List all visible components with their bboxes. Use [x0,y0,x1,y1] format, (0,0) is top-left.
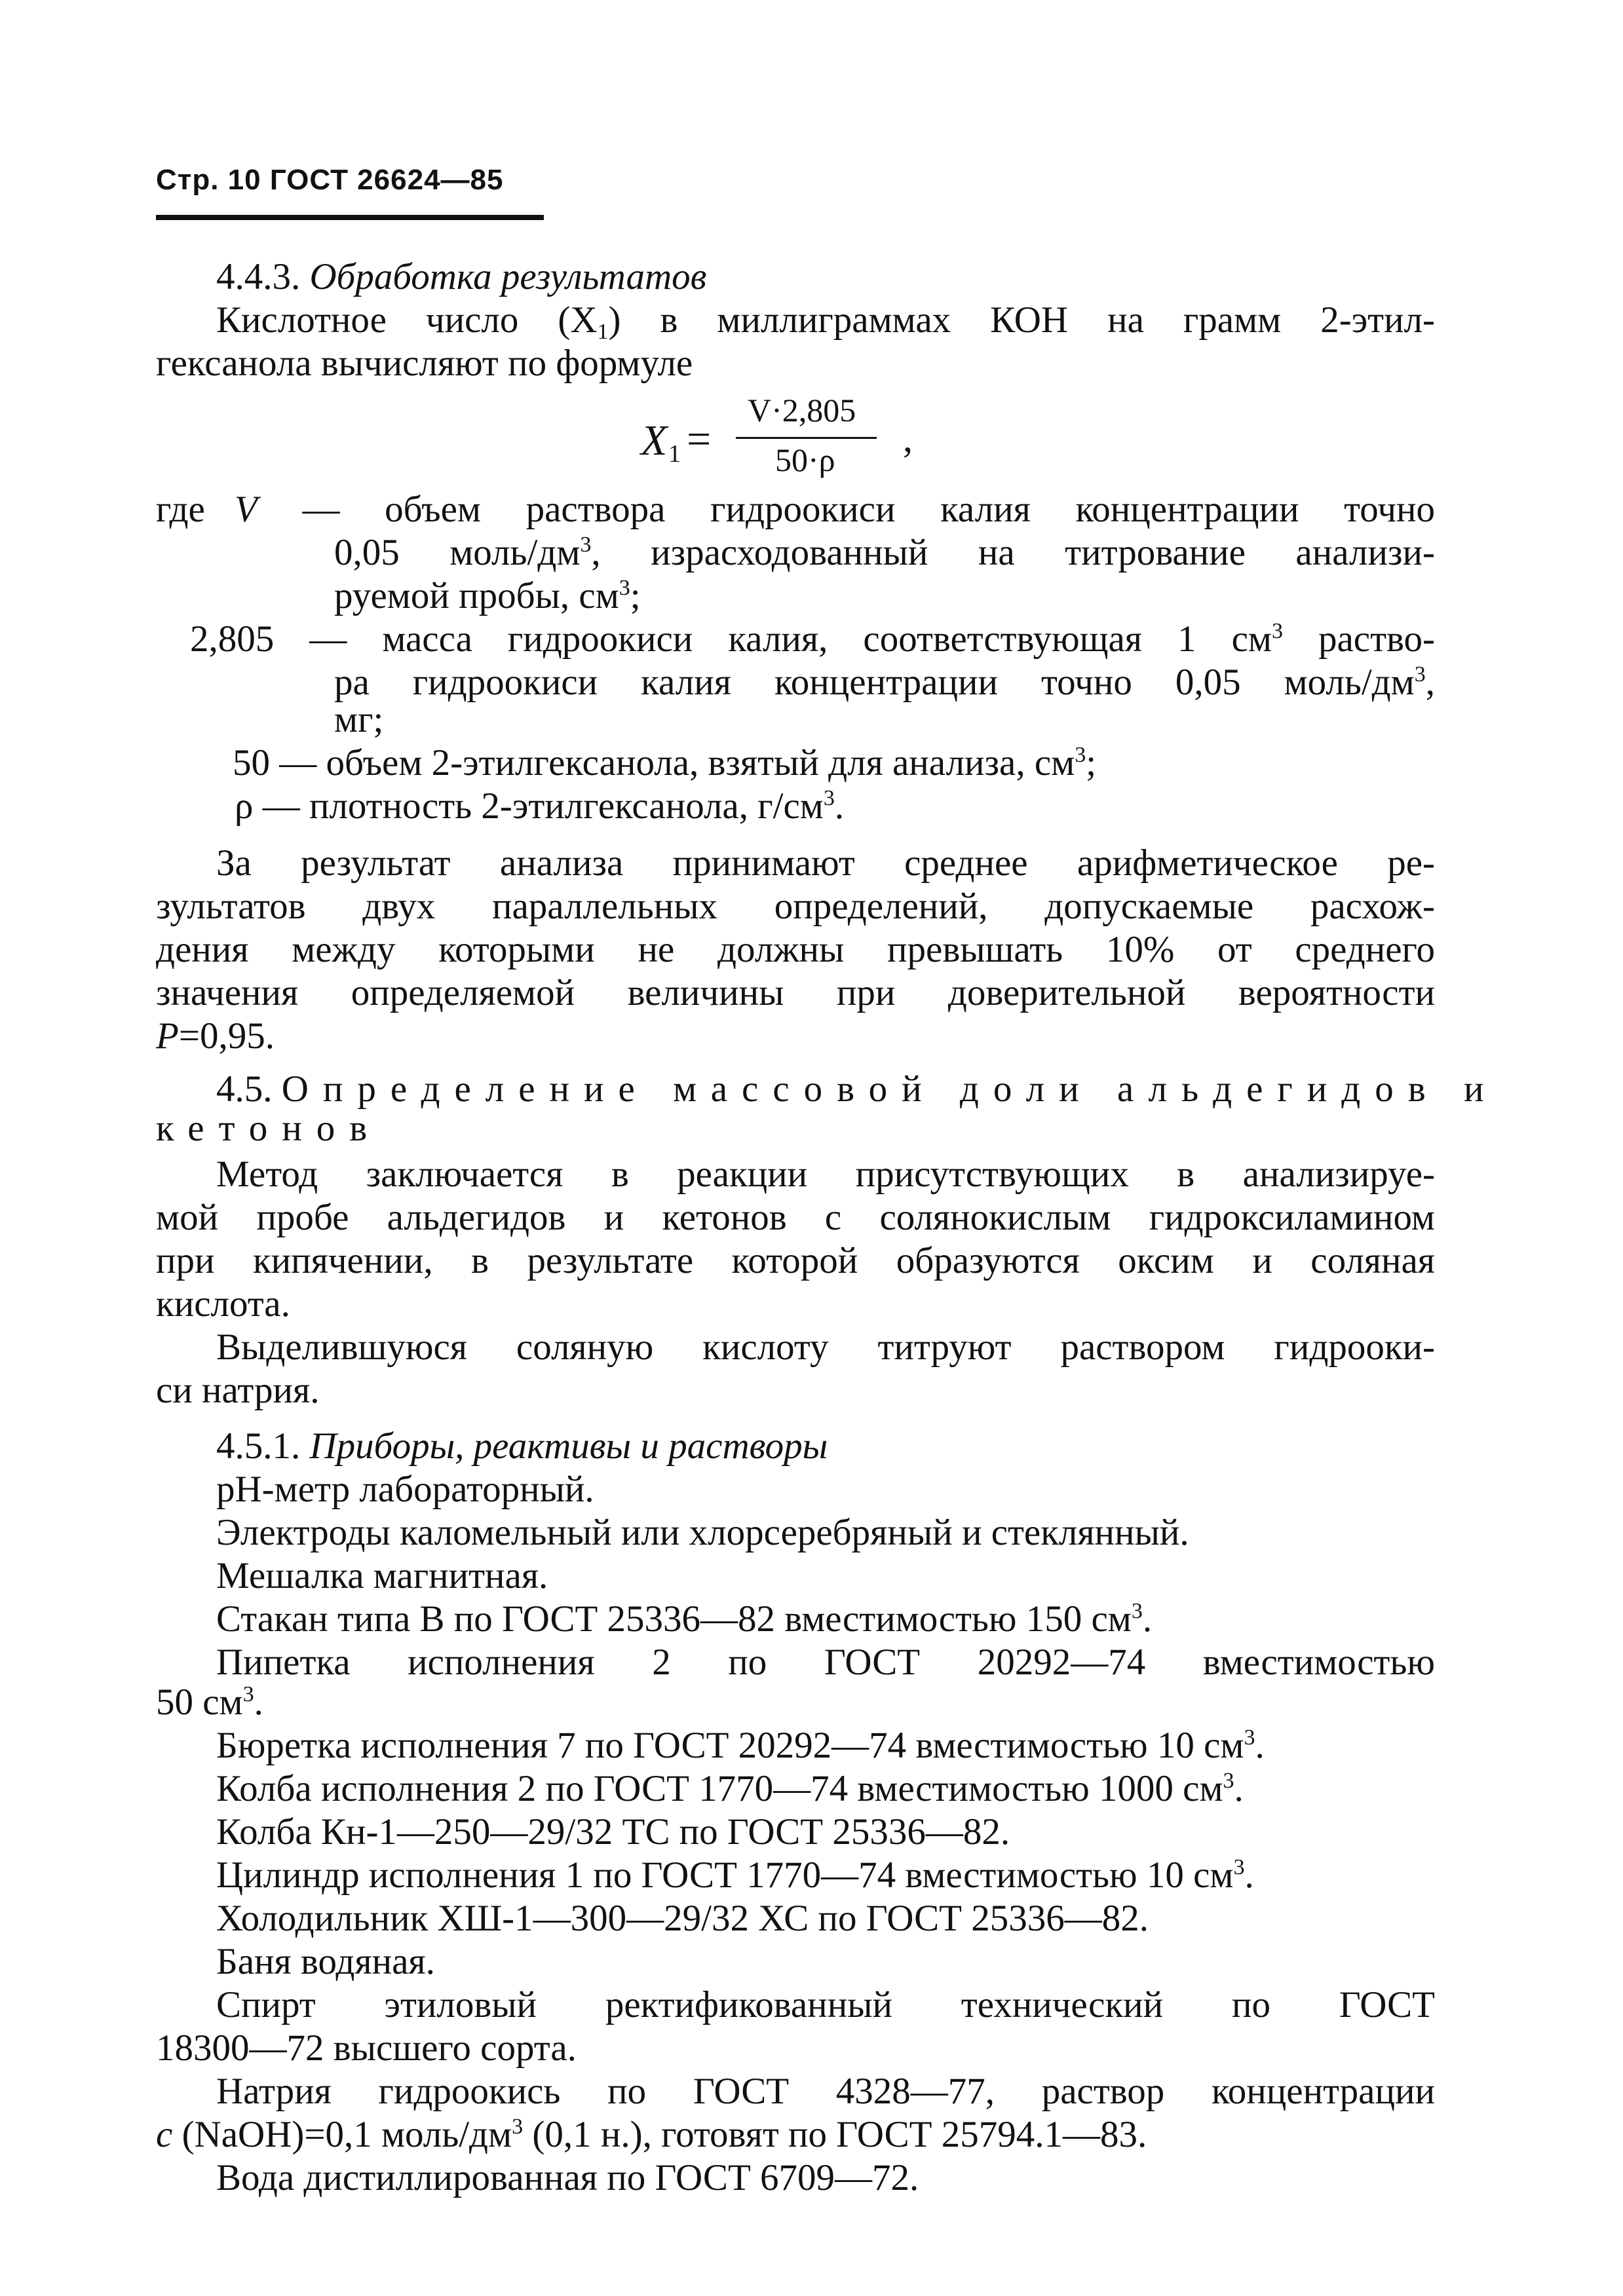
where-2805-line: 2,805 — масса гидроокиси калия, соответствующая 1 $см^3$ раство- [190,618,1435,660]
intro-line-2: гексанола вычисляют по формуле [156,343,693,384]
formula-lhs-sub: 1 [668,440,681,468]
method-line-1: Метод заключается в реакции присутствующих в анализируе- [216,1154,1435,1195]
list-item-pipette: Пипетка исполнения 2 по ГОСТ 20292—74 вместимостью [216,1642,1435,1683]
list-item-naoh: Натрия гидроокись по ГОСТ 4328—77, раствор концентрации [216,2071,1435,2112]
list-item-cylinder: Цилиндр исполнения 1 по ГОСТ 1770—74 вместимостью 10 $см^3$. [216,1854,1254,1896]
result-line-5: P=0,95. [156,1015,275,1057]
formula-numerator: V·2,805 [748,392,856,428]
list-item-flask-1: Колба исполнения 2 по ГОСТ 1770—74 вместимостью 1000 $см^3$. [216,1768,1244,1809]
list-item-flask-2: Колба Кн-1—250—29/32 ТС по ГОСТ 25336—82. [216,1811,1010,1853]
formula-lhs: X [641,417,668,464]
list-item-stirrer: Мешалка магнитная. [216,1555,548,1596]
method-line-2: мой пробе альдегидов и кетонов с солянокислым гидроксиламином [156,1197,1435,1238]
formula [641,390,942,481]
list-item-ph-meter: рН-метр лабораторный. [216,1469,594,1510]
where-2805-line-3: мг; [334,699,384,740]
formula-comma: , [903,417,913,460]
list-item-alcohol: Спирт этиловый ректификованный технический по ГОСТ [216,1984,1435,2025]
formula-denominator: 50·ρ [775,442,835,478]
list-item-alcohol-cont: 18300—72 высшего сорта. [156,2027,577,2069]
page-header: Стр. 10 ГОСТ 26624—85 [156,164,504,196]
list-item-water: Вода дистиллированная по ГОСТ 6709—72. [216,2157,919,2198]
intro-line-1: Кислотное число $(X_1)$ в миллиграммах КОН на грамм 2-этил- [216,299,1435,344]
result-line-4: значения определяемой величины при доверительной вероятности [156,972,1435,1013]
section-4-5-heading [216,1068,1499,1111]
result-line-1: За результат анализа принимают среднее арифметическое ре- [216,842,1435,884]
list-item-electrodes: Электроды каломельный или хлорсеребряный и стеклянный. [216,1512,1189,1553]
list-item-naoh-cont: c (NaOH)=0,1 моль/$дм^3$ (0,1 н.), готовят по ГОСТ 25794.1—83. [156,2114,1147,2155]
method-line-3: при кипячении, в результате которой образуются оксим и соляная [156,1240,1435,1281]
result-line-3: дения между которыми не должны превышать 10% от среднего [156,929,1435,970]
section-number: 4.4.3. [216,256,301,297]
titration-line-1: Выделившуюся соляную кислоту титруют раствором гидрооки- [216,1327,1435,1368]
section-title: Обработка результатов [309,256,707,297]
where-50-line: 50 — объем 2-этилгексанола, взятый для анализа, $см^3$; [233,742,1097,783]
section-number: 4.5. [216,1068,273,1110]
section-4-5-heading-cont: кетонов [156,1108,382,1149]
section-4-4-3-heading [216,255,706,299]
where-label: где [156,489,205,530]
formula-equals: = [687,415,712,463]
where-v-line-3: руемой пробы, $см^3$; [334,575,641,616]
list-item-bath: Баня водяная. [216,1941,435,1982]
method-line-4: кислота. [156,1283,290,1325]
fraction-bar [736,437,877,439]
result-line-2: зультатов двух параллельных определений, допускаемые расхож- [156,886,1435,927]
list-item-pipette-cont: 50 $см^3$. [156,1682,263,1723]
list-item-beaker: Стакан типа В по ГОСТ 25336—82 вместимостью 150 $см^3$. [216,1598,1153,1640]
where-v-line-2: 0,05 моль/$дм^3$, израсходованный на титрование анализи- [334,532,1435,573]
where-rho-line: ρ — плотность 2-этилгексанола, $г/см^3$. [235,785,845,827]
section-number: 4.5.1. [216,1425,301,1467]
where-v-line: V — объем раствора гидроокиси калия концентрации точно [235,489,1435,530]
section-title: Приборы, реактивы и растворы [309,1425,828,1467]
where-2805-line-2: ра гидроокиси калия концентрации точно 0,05 моль/$дм^3$, [334,662,1435,703]
list-item-cooler: Холодильник ХШ-1—300—29/32 ХС по ГОСТ 25336—82. [216,1898,1149,1939]
header-rule [156,215,544,220]
section-title: Определение массовой доли альдегидов и [281,1068,1499,1110]
section-4-5-1-heading [216,1425,828,1468]
titration-line-2: си натрия. [156,1370,320,1411]
list-item-burette: Бюретка исполнения 7 по ГОСТ 20292—74 вместимостью 10 $см^3$. [216,1725,1265,1766]
